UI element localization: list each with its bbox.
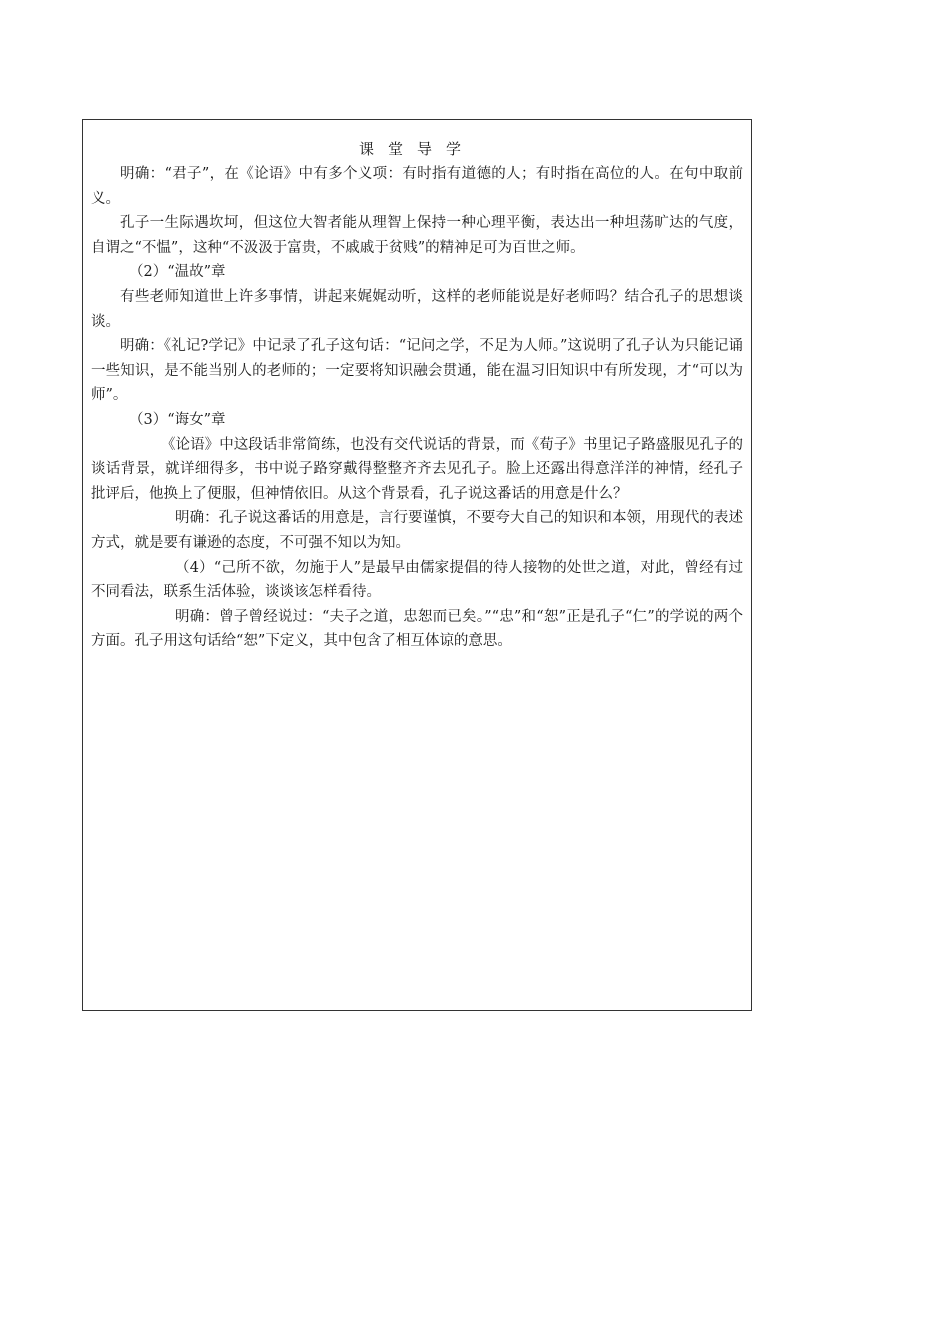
paragraph-teacher-question: 有些老师知道世上许多事情，讲起来娓娓动听，这样的老师能说是好老师吗？结合孔子的思想谈谈。: [91, 288, 743, 330]
guided-study-box: [82, 119, 752, 1011]
paragraph-huinv-answer: 明确：孔子说这番话的用意是，言行要谨慎，不要夸大自己的知识和本领，用现代的表述方式，就是要有谦逊的态度，不可强不知以为知。: [91, 510, 743, 551]
heading-wengu-chapter: （2）“温故”章: [129, 264, 226, 281]
paragraph-junzi-answer: 明确：“君子”，在《论语》中有多个义项：有时指有道德的人；有时指在高位的人。在句中取前义。: [91, 166, 743, 207]
paragraph-jisuobuyu-question: （4）“己所不欲，勿施于人”是最早由儒家提倡的待人接物的处世之道，对此，曾经有过不同看法，联系生活体验，谈谈该怎样看待。: [91, 559, 743, 601]
paragraph-confucius-life: 孔子一生际遇坎坷，但这位大智者能从理智上保持一种心理平衡，表达出一种坦荡旷达的气度，自谓之“不愠”，这种“不汲汲于富贵，不戚戚于贫贱”的精神足可为百世之师。: [91, 215, 743, 256]
heading-huinv-chapter: （3）“诲女”章: [129, 411, 226, 428]
paragraph-liji-answer: 明确：《礼记?学记》中记录了孔子这句话：“记问之学，不足为人师。”这说明了孔子认为只能记诵一些知识，是不能当别人的老师的；一定要将知识融会贯通，能在温习旧知识中有所发现，才“可以为师”。: [91, 338, 743, 404]
paragraph-zhongshu-answer: 明确：曾子曾经说过：“夫子之道，忠恕而已矣。”“忠”和“恕”正是孔子“仁”的学说的两个方面。孔子用这句话给“恕”下定义，其中包含了相互体谅的意思。: [91, 608, 743, 650]
paragraph-xunzi-background: 《论语》中这段话非常简练，也没有交代说话的背景，而《荀子》书里记子路盛服见孔子的谈话背景，就详细得多，书中说子路穿戴得整整齐齐去见孔子。脸上还露出得意洋洋的神情，经孔子批评后，他换上了便服，但神情依旧。从这个背景看，孔子说这番话的用意是什么？: [91, 436, 743, 502]
section-title: 课堂导学: [358, 140, 475, 158]
